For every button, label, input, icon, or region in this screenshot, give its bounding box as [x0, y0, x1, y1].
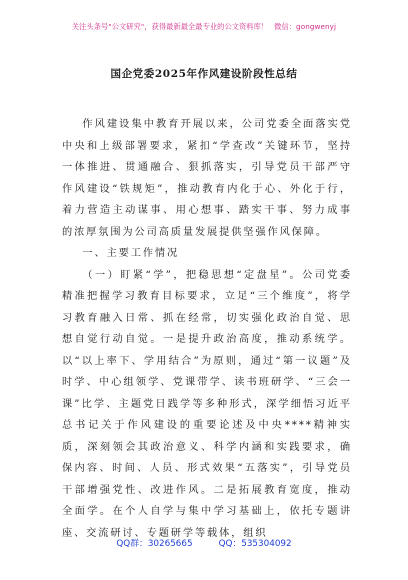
qq-number-label: QQ：535304092: [218, 539, 292, 549]
intro-paragraph: 作风建设集中教育开展以来，公司党委全面落实党中央和上级部署要求，紧扣“学查改”关键环节，坚持一体推进、贯通融合、狠抓落实，引导党员干部严守作风建设“铁规矩”，推动教育内化于心、外化于行，着力营造主动谋事、用心想事、踏实干事、努力成事的浓厚氛围为公司高质量发展提供坚强作风保障。: [62, 119, 352, 238]
promo-banner: [0, 22, 408, 32]
document-body: [62, 114, 352, 544]
section-heading: 一、主要工作情况: [82, 248, 180, 259]
document-title: 国企党委2025年作风建设阶段性总结: [110, 68, 298, 80]
qq-group-label: QQ群：30265665: [116, 539, 193, 549]
contact-footer: [0, 536, 408, 549]
promo-text: 关注头条号"公文研究"，获得最新最全最专业的公文资料库！: [71, 22, 269, 31]
subsection-paragraph: （一）盯紧“学”，把稳思想“定盘星”。公司党委精准把握学习教育目标要求，立足“三个维度”，将学习教育融入日常、抓在经常，切实强化政治自觉、思想自觉行动自觉。一是提升政治高度，推动系统学。以“以上率下、学用结合”为原则，通过“第一议题”及时学、中心组领学、党课带学、读书班研学、“三会一课”比学、主题党日践学等多种形式，深学细悟习近平总书记关于作风建设的重要论述及中央****精神实质，深刻领会其政治意义、科学内涵和实践要求，确保内容、时间、人员、形式效果“五落实”，引导党员干部增强党性、改进作风。二是拓展教育宽度，推动全面学。在个人自学与集中学习基础上，依托专题讲座、交流研讨、专题研学等载体，组织: [62, 269, 352, 539]
wechat-label: 微信：gongwenyj: [274, 22, 337, 31]
